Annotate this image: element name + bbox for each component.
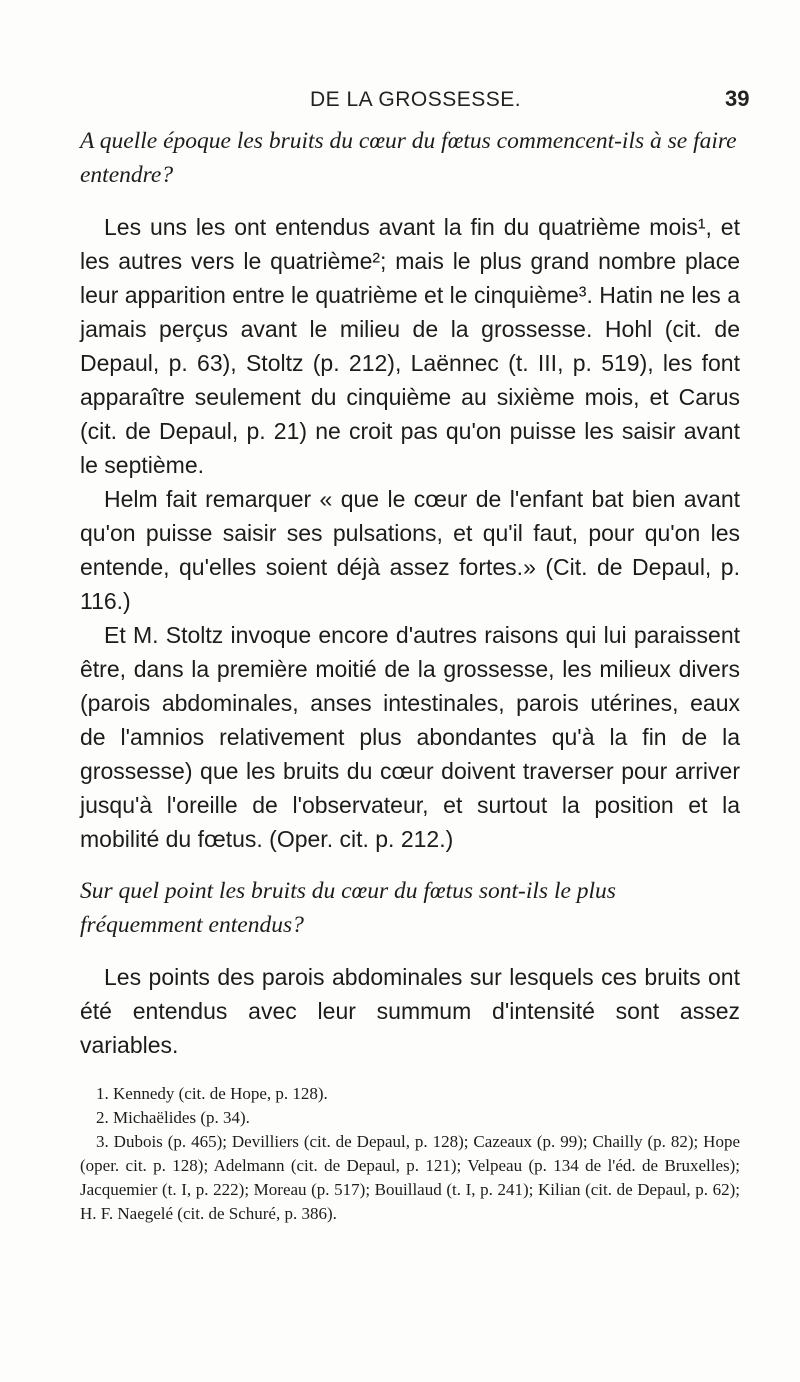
running-header	[0, 86, 800, 122]
section-heading: A quelle époque les bruits du cœur du fœtus commencent-ils à se faire entendre?	[80, 128, 737, 188]
footnote: 2. Michaëlides (p. 34).	[96, 1108, 250, 1127]
footnotes	[80, 1082, 740, 1226]
page-number: 39	[725, 86, 750, 111]
section-heading: Sur quel point les bruits du cœur du fœtus sont-ils le plus fréquemment entendus?	[80, 878, 616, 938]
paragraph: Et M. Stoltz invoque encore d'autres raisons qui lui paraissent être, dans la première moitié de la grossesse, les milieux divers (parois abdominales, anses intestinales, parois utérines, eaux de l'amnios relativement plus abondantes qu'à la fin de la grossesse) que les bruits du cœur doivent traverser pour arriver jusqu'à l'oreille de l'observateur, et surtout la position et la mobilité du fœtus. (Oper. cit. p. 212.)	[80, 622, 740, 852]
paragraph: Helm fait remarquer « que le cœur de l'enfant bat bien avant qu'on puisse saisir ses pulsations, et qu'il faut, pour qu'on les entende, qu'elles soient déjà assez fortes.» (Cit. de Depaul, p. 116.)	[80, 486, 740, 614]
footnote: 3. Dubois (p. 465); Devilliers (cit. de Depaul, p. 128); Cazeaux (p. 99); Chailly (p. 82); Hope (oper. cit. p. 128); Adelmann (cit. de Depaul, p. 121); Velpeau (p. 134 de l'éd. de Bruxelles); Jacquemier (t. I, p. 222); Moreau (p. 517); Bouillaud (t. I, p. 241); Kilian (cit. de Depaul, p. 62); H. F. Naegelé (cit. de Schuré, p. 386).	[80, 1132, 740, 1223]
main-text	[80, 124, 740, 1062]
paragraph: Les uns les ont entendus avant la fin du quatrième mois¹, et les autres vers le quatrième²; mais le plus grand nombre place leur apparition entre le quatrième et le cinquième³. Hatin ne les a jamais perçus avant le milieu de la grossesse. Hohl (cit. de Depaul, p. 63), Stoltz (p. 212), Laënnec (t. III, p. 519), les font apparaître seulement du cinquième au sixième mois, et Carus (cit. de Depaul, p. 21) ne croit pas qu'on puisse les saisir avant le septième.	[80, 214, 740, 478]
paragraph: Les points des parois abdominales sur lesquels ces bruits ont été entendus avec leur summum d'intensité sont assez variables.	[80, 964, 740, 1058]
running-title: DE LA GROSSESSE.	[310, 88, 522, 111]
footnote: 1. Kennedy (cit. de Hope, p. 128).	[96, 1084, 328, 1103]
